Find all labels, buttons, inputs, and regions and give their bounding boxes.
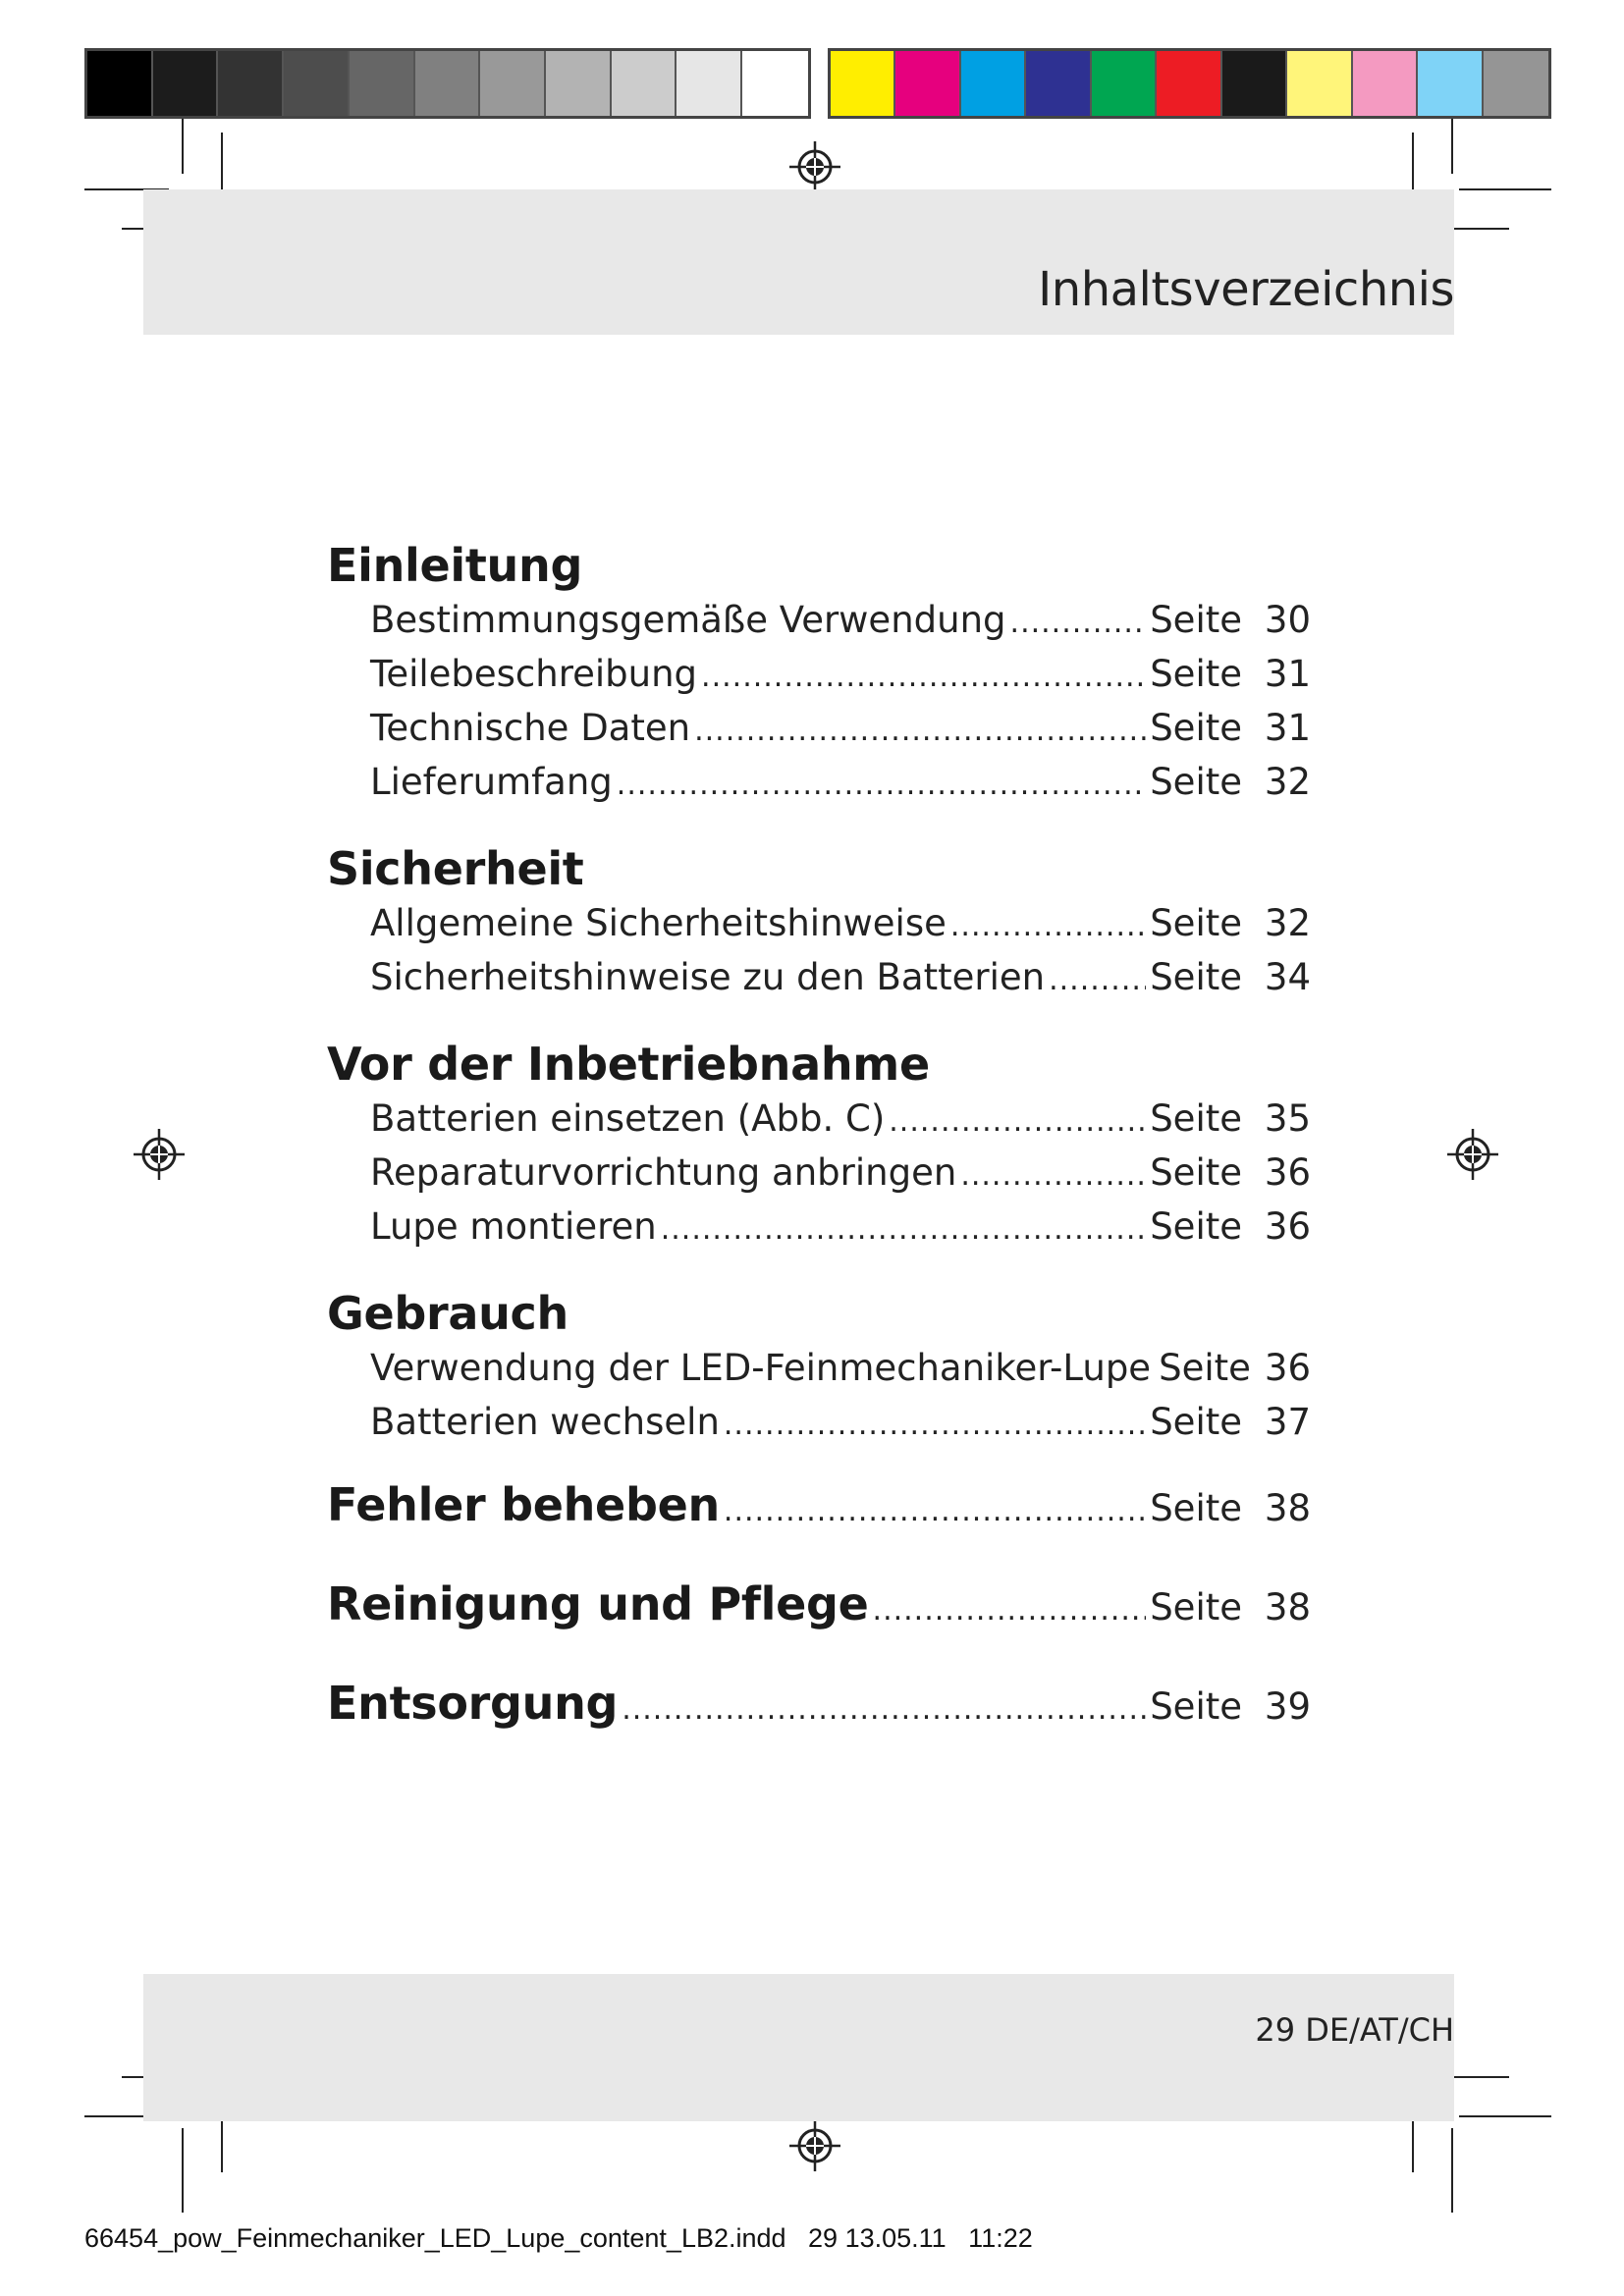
toc-entry xyxy=(327,1094,1311,1148)
toc-entry-label: Allgemeine Sicherheitshinweise xyxy=(370,902,947,944)
registration-mark-icon xyxy=(787,139,842,194)
gray-swatch xyxy=(87,51,153,116)
registration-mark-icon xyxy=(787,2118,842,2173)
toc-entry-seite: Seite xyxy=(1150,1685,1242,1728)
toc-leader-dots xyxy=(1049,955,1146,1006)
toc-entry-seite: Seite xyxy=(1150,1097,1242,1140)
toc-entry-label: Teilebeschreibung xyxy=(370,653,698,695)
toc-entry xyxy=(327,757,1311,811)
toc-leader-dots xyxy=(622,1684,1146,1735)
toc-entry-seite: Seite xyxy=(1150,1151,1242,1194)
toc-leader-dots xyxy=(950,901,1146,952)
color-control-strip xyxy=(828,48,1551,119)
crop-mark xyxy=(1459,188,1551,190)
toc-entry xyxy=(327,1678,1311,1735)
toc-entry-label: Batterien einsetzen (Abb. C) xyxy=(370,1097,886,1140)
toc-leader-dots xyxy=(873,1585,1147,1636)
toc-entry-page: 32 xyxy=(1264,902,1311,944)
toc-entry xyxy=(327,649,1311,703)
registration-mark-icon xyxy=(132,1127,187,1182)
toc-entry-seite: Seite xyxy=(1150,653,1242,695)
footer-band xyxy=(143,1974,1454,2121)
toc-section-gebrauch xyxy=(327,1284,1311,1451)
toc-section-heading: Vor der Inbetriebnahme xyxy=(327,1038,930,1091)
gray-swatch xyxy=(612,51,677,116)
crop-mark xyxy=(1451,2128,1453,2213)
toc-entry-page: 36 xyxy=(1264,1205,1311,1248)
color-swatch xyxy=(895,51,960,116)
table-of-contents xyxy=(327,536,1311,1777)
toc-entry-page: 31 xyxy=(1264,707,1311,749)
toc-entry-seite: Seite xyxy=(1150,761,1242,803)
toc-section-heading: Sicherheit xyxy=(327,842,584,895)
registration-mark-icon xyxy=(1445,1127,1500,1182)
toc-entry-page: 36 xyxy=(1264,1347,1311,1389)
page-title: Inhaltsverzeichnis xyxy=(1038,262,1454,317)
header-band xyxy=(143,189,1454,335)
color-swatch xyxy=(961,51,1026,116)
gray-swatch xyxy=(218,51,284,116)
gray-swatch xyxy=(284,51,350,116)
toc-section-heading: Reinigung und Pflege xyxy=(327,1577,869,1630)
toc-entry-seite: Seite xyxy=(1150,1487,1242,1529)
toc-entry-seite: Seite xyxy=(1150,1205,1242,1248)
toc-entry-label: Batterien wechseln xyxy=(370,1401,720,1443)
toc-entry-label: Technische Daten xyxy=(370,707,691,749)
toc-section-vor-der-inbetriebnahme xyxy=(327,1035,1311,1255)
toc-entry xyxy=(327,1397,1311,1451)
toc-section-heading: Entsorgung xyxy=(327,1677,619,1730)
color-swatch xyxy=(1222,51,1287,116)
crop-mark xyxy=(1451,119,1453,174)
grayscale-control-strip xyxy=(84,48,811,119)
gray-swatch xyxy=(415,51,481,116)
toc-entry-label: Bestimmungsgemäße Verwendung xyxy=(370,599,1006,641)
gray-swatch xyxy=(546,51,612,116)
gray-swatch xyxy=(350,51,415,116)
color-swatch xyxy=(831,51,895,116)
toc-section-heading: Einleitung xyxy=(327,539,583,592)
gray-swatch xyxy=(153,51,219,116)
crop-mark xyxy=(1459,2115,1551,2117)
toc-entry xyxy=(327,1201,1311,1255)
toc-entry xyxy=(327,898,1311,952)
gray-swatch xyxy=(677,51,742,116)
toc-entry-seite: Seite xyxy=(1150,599,1242,641)
toc-entry-page: 32 xyxy=(1264,761,1311,803)
toc-entry xyxy=(327,1343,1311,1397)
gray-swatch xyxy=(480,51,546,116)
gray-swatch xyxy=(742,51,808,116)
page-number: 29 DE/AT/CH xyxy=(1255,2011,1454,2049)
toc-section-fehler-beheben xyxy=(327,1479,1311,1537)
color-swatch xyxy=(1157,51,1221,116)
toc-entry-page: 34 xyxy=(1264,956,1311,998)
toc-leader-dots xyxy=(617,760,1146,811)
color-swatch xyxy=(1287,51,1352,116)
toc-section-sicherheit xyxy=(327,839,1311,1006)
toc-entry-page: 39 xyxy=(1264,1685,1311,1728)
color-swatch xyxy=(1484,51,1548,116)
toc-entry-page: 35 xyxy=(1264,1097,1311,1140)
toc-entry-page: 36 xyxy=(1264,1151,1311,1194)
toc-leader-dots xyxy=(889,1096,1146,1148)
color-swatch xyxy=(1353,51,1418,116)
toc-section-heading: Gebrauch xyxy=(327,1287,568,1340)
toc-entry xyxy=(327,1578,1311,1636)
toc-entry xyxy=(327,1148,1311,1201)
crop-mark xyxy=(182,2128,184,2213)
crop-mark xyxy=(182,119,184,174)
toc-entry-seite: Seite xyxy=(1150,1586,1242,1629)
toc-section-heading: Fehler beheben xyxy=(327,1478,720,1531)
toc-entry-page: 30 xyxy=(1264,599,1311,641)
toc-entry-seite: Seite xyxy=(1150,956,1242,998)
toc-leader-dots xyxy=(1010,598,1147,649)
color-swatch xyxy=(1026,51,1091,116)
toc-entry xyxy=(327,595,1311,649)
toc-entry xyxy=(327,1479,1311,1537)
toc-section-einleitung xyxy=(327,536,1311,811)
toc-entry-page: 38 xyxy=(1264,1487,1311,1529)
toc-entry-page: 38 xyxy=(1264,1586,1311,1629)
toc-entry-label: Lieferumfang xyxy=(370,761,613,803)
color-swatch xyxy=(1092,51,1157,116)
toc-entry xyxy=(327,703,1311,757)
color-swatch xyxy=(1418,51,1483,116)
toc-section-entsorgung xyxy=(327,1678,1311,1735)
toc-entry-seite: Seite xyxy=(1150,707,1242,749)
toc-leader-dots xyxy=(724,1400,1146,1451)
toc-entry-label: Reparaturvorrichtung anbringen xyxy=(370,1151,957,1194)
toc-leader-dots xyxy=(661,1204,1146,1255)
print-slug-line: 66454_pow_Feinmechaniker_LED_Lupe_content_LB2.indd 29 13.05.11 11:22 xyxy=(84,2223,1033,2253)
toc-leader-dots xyxy=(724,1486,1146,1537)
toc-entry-label: Verwendung der LED-Feinmechaniker-Lupe xyxy=(370,1347,1152,1389)
toc-entry-seite: Seite xyxy=(1159,1347,1251,1389)
toc-leader-dots xyxy=(694,706,1146,757)
toc-entry-label: Lupe montieren xyxy=(370,1205,657,1248)
toc-entry-seite: Seite xyxy=(1150,902,1242,944)
toc-leader-dots xyxy=(960,1150,1146,1201)
toc-entry-seite: Seite xyxy=(1150,1401,1242,1443)
toc-leader-dots xyxy=(701,652,1146,703)
toc-entry-page: 37 xyxy=(1264,1401,1311,1443)
toc-entry xyxy=(327,952,1311,1006)
toc-entry-label: Sicherheitshinweise zu den Batterien xyxy=(370,956,1046,998)
toc-section-reinigung-und-pflege xyxy=(327,1578,1311,1636)
toc-entry-page: 31 xyxy=(1264,653,1311,695)
